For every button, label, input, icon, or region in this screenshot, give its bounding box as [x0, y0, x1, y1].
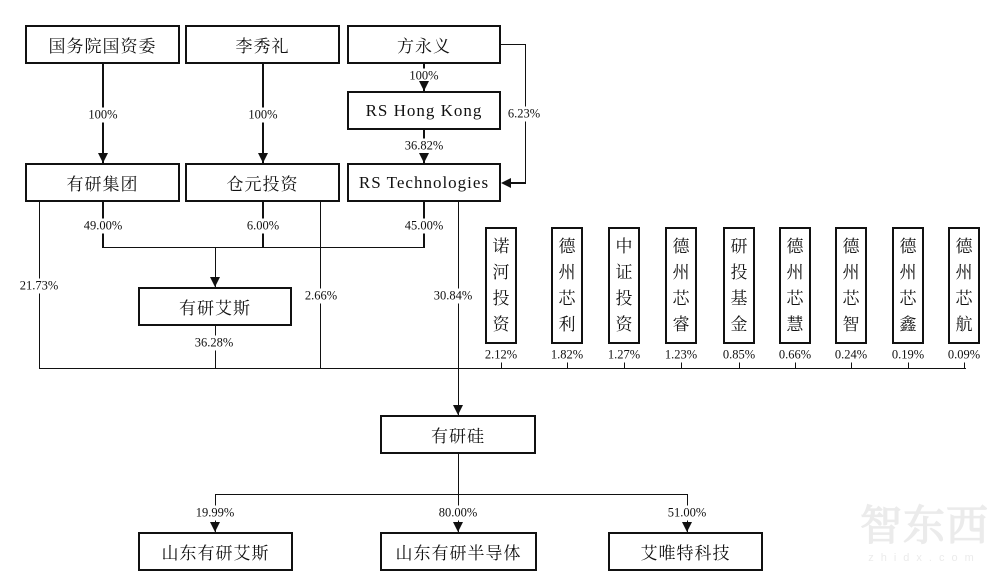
node-cangyuan-invest: 仓元投资	[185, 163, 340, 202]
label-xinrui-to-si: 1.23%	[664, 347, 698, 362]
node-dezhou-xinhui	[779, 227, 811, 344]
node-yantou-fund	[723, 227, 755, 344]
node-youyan-group: 有研集团	[25, 163, 180, 202]
node-li-xiuli: 李秀礼	[185, 25, 340, 64]
node-dezhou-xinrui	[665, 227, 697, 344]
node-fang-yongyi: 方永义	[347, 25, 501, 64]
line-fang-right-bottom	[509, 182, 526, 184]
node-zhongzheng-invest	[608, 227, 640, 344]
node-dezhou-xinzhi-label: 德州芯智	[842, 236, 860, 334]
node-dezhou-xinhang	[948, 227, 980, 344]
node-dezhou-xinhui-label: 德州芯慧	[786, 236, 804, 334]
arrow-into-group	[98, 153, 108, 163]
node-dezhou-xinli	[551, 227, 583, 344]
label-cangyuan-to-ais: 6.00%	[246, 218, 280, 233]
label-zhongzheng-to-si: 1.27%	[607, 347, 641, 362]
label-si-to-sdais: 19.99%	[195, 505, 235, 520]
label-ais-to-si: 36.28%	[194, 335, 234, 350]
node-shandong-youyan-ais: 山东有研艾斯	[138, 532, 293, 571]
label-xinli-to-si: 1.82%	[550, 347, 584, 362]
watermark-logo: 智东西	[859, 502, 989, 549]
node-dezhou-xinrui-label: 德州芯睿	[672, 236, 690, 334]
watermark	[852, 500, 997, 564]
label-li-to-cangyuan: 100%	[248, 107, 278, 122]
label-xinhang-to-si: 0.09%	[947, 347, 981, 362]
label-xinhui-to-si: 0.66%	[778, 347, 812, 362]
node-yantou-fund-label: 研投基金	[730, 236, 748, 334]
node-nuohe-invest-label: 诺河投资	[492, 236, 510, 334]
arrow-into-rshk	[419, 81, 429, 91]
label-fang-to-rshk: 100%	[409, 68, 439, 83]
arrow-into-cangyuan	[258, 153, 268, 163]
label-rstech-to-si: 30.84%	[433, 288, 473, 303]
label-xinzhi-to-si: 0.24%	[834, 347, 868, 362]
watermark-domain: zhidx.com	[868, 552, 981, 564]
line-main-bus	[39, 368, 966, 370]
label-xinxin-to-si: 0.19%	[891, 347, 925, 362]
node-sasac: 国务院国资委	[25, 25, 180, 64]
node-youyan-si: 有研硅	[380, 415, 536, 454]
label-rshk-to-rstech: 36.82%	[404, 138, 444, 153]
label-nuohe-to-si: 2.12%	[484, 347, 518, 362]
node-youyan-ais: 有研艾斯	[138, 287, 292, 326]
label-rstech-to-ais: 45.00%	[404, 218, 444, 233]
node-dezhou-xinxin-label: 德州芯鑫	[899, 236, 917, 334]
node-zhongzheng-invest-label: 中证投资	[615, 236, 633, 334]
line-si-bottom-drop	[458, 453, 460, 495]
line-fang-right-top	[501, 44, 526, 46]
label-group-to-ais: 49.00%	[83, 218, 123, 233]
label-sasac-to-group: 100%	[88, 107, 118, 122]
label-yantou-to-si: 0.85%	[722, 347, 756, 362]
label-group-to-si: 21.73%	[19, 278, 59, 293]
arrow-into-sdsemi	[453, 522, 463, 532]
arrow-into-ais	[210, 277, 220, 287]
label-cangyuan-to-si: 2.66%	[304, 288, 338, 303]
node-rs-technologies: RS Technologies	[347, 163, 501, 202]
node-rs-hong-kong: RS Hong Kong	[347, 91, 501, 130]
node-dezhou-xinzhi	[835, 227, 867, 344]
node-dezhou-xinhang-label: 德州芯航	[955, 236, 973, 334]
node-nuohe-invest	[485, 227, 517, 344]
label-si-to-sdsemi: 80.00%	[438, 505, 478, 520]
node-shandong-youyan-semi: 山东有研半导体	[380, 532, 537, 571]
node-dezhou-xinxin	[892, 227, 924, 344]
line-ais-collector	[102, 247, 424, 249]
node-aiweite-tech: 艾唯特科技	[608, 532, 763, 571]
line-bottom-bus	[215, 494, 688, 496]
arrow-into-rstech-side	[501, 178, 511, 188]
node-dezhou-xinli-label: 德州芯利	[558, 236, 576, 334]
line-rstech-right-drop	[458, 202, 460, 369]
label-si-to-aiweite: 51.00%	[667, 505, 707, 520]
line-cangyuan-right-drop	[320, 202, 322, 369]
arrow-into-sdais	[210, 522, 220, 532]
arrow-into-si	[453, 405, 463, 415]
arrow-into-rstech	[419, 153, 429, 163]
label-fang-to-rstech: 6.23%	[507, 106, 541, 121]
arrow-into-aiweite	[682, 522, 692, 532]
